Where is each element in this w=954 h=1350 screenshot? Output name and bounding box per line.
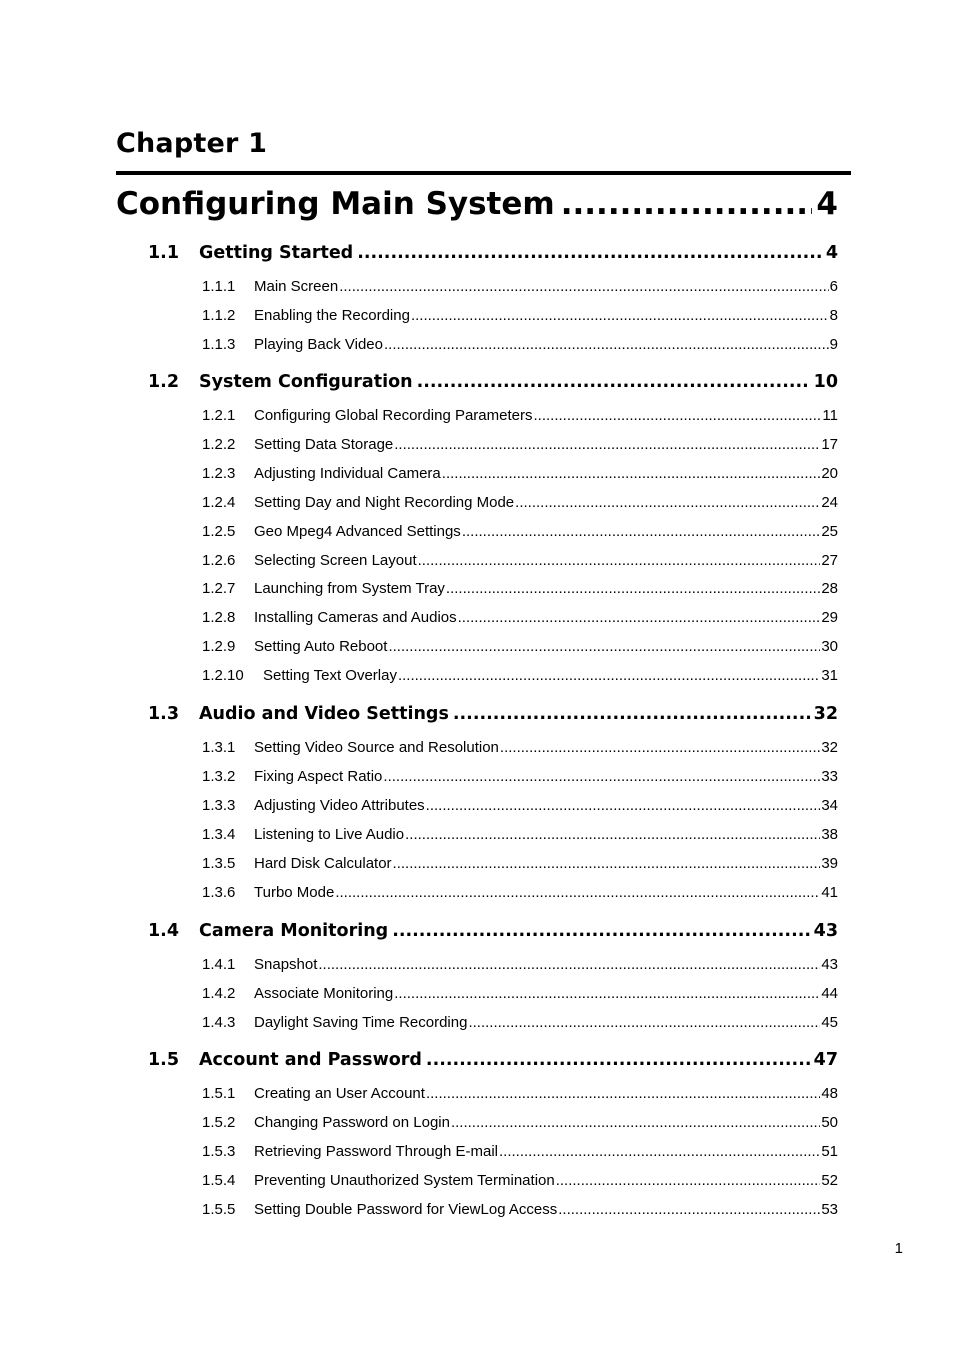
toc-leader-dots: [451, 1113, 820, 1133]
toc-leader-dots: [392, 919, 809, 943]
toc-leader-dots: [383, 767, 820, 787]
toc-entry-1-4-1[interactable]: [202, 955, 838, 975]
toc-entry-1-2-6-title: Selecting Screen Layout: [254, 551, 417, 569]
toc-entry-1-5-3-number: 1.5.3: [202, 1142, 236, 1160]
toc-leader-dots: [458, 608, 821, 628]
toc-entry-1-3-4-page: 38: [821, 825, 838, 843]
toc-entry-1-2-9-page: 30: [821, 638, 838, 656]
toc-entry-1-5-3-title: Retrieving Password Through E-mail: [254, 1142, 498, 1160]
toc-entry-1-2-4-title: Setting Day and Night Recording Mode: [254, 493, 515, 511]
toc-entry-1-2-1[interactable]: [202, 406, 838, 426]
toc-entry-1-2-8-title: Installing Cameras and Audios: [254, 609, 457, 627]
toc-leader-dots: [462, 522, 821, 542]
toc-entry-1-3-1-title: Setting Video Source and Resolution: [254, 739, 499, 756]
toc-section-1-1-number: 1.1: [148, 243, 180, 263]
toc-entry-1-4-1-title: Snapshot: [254, 956, 318, 973]
toc-section-1-4-page: 43: [813, 921, 838, 941]
toc-entry-1-2-8-page: 29: [821, 609, 838, 627]
toc-entry-1-4-1-page: 43: [821, 956, 838, 973]
toc-entry-1-2-7-title: Launching from System Tray: [254, 580, 445, 598]
toc-entry-1-4-1-number: 1.4.1: [202, 956, 236, 973]
toc-entry-1-5-2-title: Changing Password on Login: [254, 1113, 450, 1131]
toc-entry-1-2-7-page: 28: [821, 580, 838, 598]
toc-section-1-2[interactable]: [148, 370, 838, 394]
toc-entry-1-3-1-page: 32: [821, 739, 838, 756]
toc-section-1-1-page: 4: [825, 243, 838, 263]
toc-chapter-title[interactable]: [116, 184, 838, 224]
toc-leader-dots: [411, 306, 829, 326]
toc-entry-1-1-3-title: Playing Back Video: [254, 335, 383, 353]
toc-entry-1-3-6-title: Turbo Mode: [254, 883, 335, 901]
toc-entry-1-3-2-title: Fixing Aspect Ratio: [254, 767, 383, 785]
toc-entry-1-2-6-page: 27: [821, 551, 838, 569]
toc-leader-dots: [384, 335, 829, 355]
toc-entry-1-2-5-title: Geo Mpeg4 Advanced Settings: [254, 522, 461, 540]
toc-entry-1-2-1-page: 11: [822, 407, 838, 424]
toc-section-1-5-title: Account and Password: [199, 1050, 422, 1070]
toc-entry-1-2-1-title: Configuring Global Recording Parameters: [254, 407, 533, 424]
toc-section-1-5-number: 1.5: [148, 1050, 180, 1070]
toc-entry-1-2-2-title: Setting Data Storage: [254, 435, 394, 453]
toc-entry-1-5-2-number: 1.5.2: [202, 1113, 236, 1131]
toc-section-1-1[interactable]: [148, 241, 838, 265]
toc-entry-1-1-2-number: 1.1.2: [202, 306, 236, 324]
toc-entry-1-2-1-number: 1.2.1: [202, 407, 236, 424]
toc-entry-1-3-3[interactable]: [202, 796, 838, 816]
toc-leader-dots: [357, 241, 822, 265]
toc-entry-1-5-1[interactable]: [202, 1084, 838, 1104]
toc-entry-1-3-4-number: 1.3.4: [202, 825, 236, 843]
toc-entry-1-2-10-page: 31: [821, 667, 838, 685]
toc-entry-1-1-1-title: Main Screen: [254, 278, 339, 295]
toc-entry-1-4-2-number: 1.4.2: [202, 984, 236, 1002]
toc-section-1-2-title: System Configuration: [199, 372, 413, 392]
toc-section-1-2-page: 10: [813, 372, 838, 392]
toc-section-1-5-page: 47: [813, 1050, 838, 1070]
toc-entry-1-4-3-number: 1.4.3: [202, 1013, 236, 1031]
toc-leader-dots: [556, 1171, 821, 1191]
toc-entry-1-2-9-title: Setting Auto Reboot: [254, 638, 388, 656]
toc-leader-dots: [388, 637, 820, 657]
toc-entry-1-2-6-number: 1.2.6: [202, 551, 236, 569]
toc-entry-1-2-8[interactable]: [202, 608, 838, 628]
toc-entry-1-5-3[interactable]: [202, 1142, 838, 1162]
toc-leader-dots: [339, 277, 828, 297]
toc-entry-1-2-3-number: 1.2.3: [202, 464, 236, 482]
toc-entry-1-5-4[interactable]: [202, 1171, 838, 1191]
toc-entry-1-5-4-number: 1.5.4: [202, 1171, 236, 1189]
toc-entry-1-5-5-number: 1.5.5: [202, 1200, 236, 1218]
toc-leader-dots: [426, 796, 821, 816]
toc-entry-1-2-8-number: 1.2.8: [202, 609, 236, 627]
toc-entry-1-1-2-title: Enabling the Recording: [254, 306, 410, 324]
toc-entry-1-1-1-number: 1.1.1: [202, 278, 236, 295]
toc-leader-dots: [446, 579, 820, 599]
toc-leader-dots: [442, 464, 821, 484]
toc-entry-1-3-6[interactable]: [202, 883, 838, 903]
toc-section-1-1-title: Getting Started: [199, 243, 354, 263]
toc-leader-dots: [499, 1142, 820, 1162]
toc-leader-dots: [417, 370, 810, 394]
toc-entry-1-2-10-title: Setting Text Overlay: [263, 667, 397, 685]
toc-entry-1-3-5-number: 1.3.5: [202, 854, 236, 872]
toc-entry-1-2-4[interactable]: [202, 493, 838, 513]
toc-entry-1-3-3-number: 1.3.3: [202, 796, 236, 814]
toc-entry-1-2-3-title: Adjusting Individual Camera: [254, 464, 441, 482]
toc-entry-1-3-2-number: 1.3.2: [202, 767, 236, 785]
toc-entry-1-5-5-page: 53: [821, 1200, 838, 1218]
page-number: 1: [894, 1240, 903, 1257]
toc-leader-dots: [500, 738, 820, 758]
toc-entry-1-3-2-page: 33: [821, 767, 838, 785]
toc-chapter-page: 4: [816, 186, 838, 222]
toc-entry-1-3-5-title: Hard Disk Calculator: [254, 854, 392, 872]
toc-leader-dots: [561, 184, 813, 224]
toc-chapter-title-text: Configuring Main System: [116, 186, 555, 222]
toc-section-1-3-number: 1.3: [148, 704, 180, 724]
toc-entry-1-2-2-number: 1.2.2: [202, 435, 236, 453]
toc-leader-dots: [394, 435, 820, 455]
toc-entry-1-2-7[interactable]: [202, 579, 838, 599]
toc-entry-1-5-2[interactable]: [202, 1113, 838, 1133]
toc-entry-1-1-2-page: 8: [829, 306, 838, 324]
toc-leader-dots: [394, 984, 820, 1004]
toc-entry-1-5-4-page: 52: [821, 1171, 838, 1189]
toc-entry-1-3-4[interactable]: [202, 825, 838, 845]
toc-entry-1-4-2-title: Associate Monitoring: [254, 984, 394, 1002]
toc-entry-1-2-3-page: 20: [821, 464, 838, 482]
toc-entry-1-4-2[interactable]: [202, 984, 838, 1004]
toc-leader-dots: [533, 406, 821, 426]
toc-section-1-4-number: 1.4: [148, 921, 180, 941]
toc-leader-dots: [335, 883, 820, 903]
toc-section-1-3-title: Audio and Video Settings: [199, 704, 449, 724]
toc-entry-1-4-3-page: 45: [821, 1013, 838, 1031]
toc-leader-dots: [426, 1084, 820, 1104]
toc-entry-1-3-6-number: 1.3.6: [202, 883, 236, 901]
toc-entry-1-2-2-page: 17: [821, 435, 838, 453]
toc-section-1-3-page: 32: [813, 704, 838, 724]
toc-entry-1-3-5[interactable]: [202, 854, 838, 874]
toc-entry-1-5-5-title: Setting Double Password for ViewLog Access: [254, 1200, 558, 1218]
toc-leader-dots: [398, 666, 820, 686]
toc-entry-1-2-5-page: 25: [821, 522, 838, 540]
toc-leader-dots: [468, 1013, 820, 1033]
toc-section-1-2-number: 1.2: [148, 372, 180, 392]
toc-leader-dots: [453, 702, 810, 726]
toc-entry-1-3-1-number: 1.3.1: [202, 739, 236, 756]
toc-entry-1-2-6[interactable]: [202, 551, 838, 571]
toc-entry-1-1-3-number: 1.1.3: [202, 335, 236, 353]
toc-entry-1-5-3-page: 51: [821, 1142, 838, 1160]
toc-entry-1-3-6-page: 41: [821, 883, 838, 901]
toc-entry-1-2-10-number: 1.2.10: [202, 667, 244, 685]
toc-entry-1-5-1-page: 48: [821, 1085, 838, 1102]
toc-entry-1-1-1-page: 6: [829, 278, 838, 295]
toc-entry-1-1-1[interactable]: [202, 277, 838, 297]
toc-entry-1-3-3-title: Adjusting Video Attributes: [254, 796, 425, 814]
toc-entry-1-5-5[interactable]: [202, 1200, 838, 1220]
toc-leader-dots: [405, 825, 820, 845]
toc-leader-dots: [515, 493, 820, 513]
toc-section-1-3[interactable]: [148, 702, 838, 726]
toc-entry-1-2-3[interactable]: [202, 464, 838, 484]
toc-section-1-4-title: Camera Monitoring: [199, 921, 389, 941]
toc-leader-dots: [558, 1200, 820, 1220]
toc-section-1-5[interactable]: [148, 1048, 838, 1072]
toc-leader-dots: [393, 854, 821, 874]
toc-entry-1-3-5-page: 39: [821, 854, 838, 872]
toc-entry-1-4-3[interactable]: [202, 1013, 838, 1033]
toc-entry-1-2-10[interactable]: [202, 666, 838, 686]
toc-entry-1-3-3-page: 34: [821, 796, 838, 814]
toc-entry-1-5-4-title: Preventing Unauthorized System Termination: [254, 1171, 555, 1189]
toc-entry-1-5-1-title: Creating an User Account: [254, 1085, 425, 1102]
toc-section-1-4[interactable]: [148, 919, 838, 943]
chapter-rule: [116, 171, 851, 175]
toc-entry-1-5-2-page: 50: [821, 1113, 838, 1131]
toc-entry-1-2-9[interactable]: [202, 637, 838, 657]
chapter-label: Chapter 1: [116, 128, 268, 159]
toc-entry-1-2-4-page: 24: [821, 493, 838, 511]
toc-entry-1-2-5[interactable]: [202, 522, 838, 542]
toc-entry-1-3-4-title: Listening to Live Audio: [254, 825, 405, 843]
toc-entry-1-1-3-page: 9: [829, 335, 838, 353]
toc-entry-1-1-3[interactable]: [202, 335, 838, 355]
toc-entry-1-2-2[interactable]: [202, 435, 838, 455]
toc-entry-1-2-5-number: 1.2.5: [202, 522, 236, 540]
toc-entry-1-2-4-number: 1.2.4: [202, 493, 236, 511]
toc-leader-dots: [318, 955, 820, 975]
toc-entry-1-1-2[interactable]: [202, 306, 838, 326]
toc-leader-dots: [426, 1048, 810, 1072]
toc-entry-1-3-1[interactable]: [202, 738, 838, 758]
toc-entry-1-2-7-number: 1.2.7: [202, 580, 236, 598]
toc-leader-dots: [418, 551, 821, 571]
toc-entry-1-2-9-number: 1.2.9: [202, 638, 236, 656]
toc-entry-1-4-3-title: Daylight Saving Time Recording: [254, 1013, 468, 1031]
toc-entry-1-5-1-number: 1.5.1: [202, 1085, 236, 1102]
toc-entry-1-3-2[interactable]: [202, 767, 838, 787]
toc-entry-1-4-2-page: 44: [821, 984, 838, 1002]
